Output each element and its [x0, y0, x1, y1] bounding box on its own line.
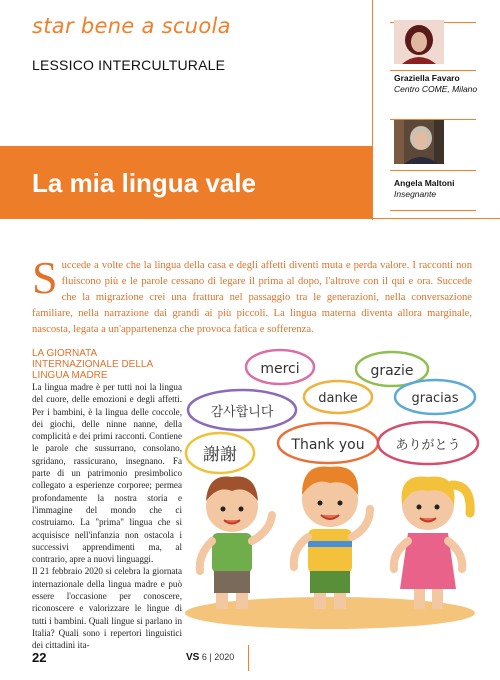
child-figure — [294, 467, 370, 609]
speech-bubble — [304, 381, 372, 413]
divider-vertical — [372, 0, 373, 220]
footer-issue — [186, 652, 234, 663]
drop-cap: S — [32, 252, 58, 303]
author-separator — [390, 70, 476, 71]
speech-bubble — [246, 350, 314, 384]
speech-bubble — [186, 433, 254, 473]
speech-bubble — [378, 422, 478, 464]
author-photo-favaro — [394, 20, 444, 64]
section-label: LESSICO INTERCULTURALE — [32, 57, 226, 73]
rubric-title: star bene a scuola — [32, 14, 231, 38]
bubble-text: merci — [260, 361, 300, 377]
speech-bubble — [395, 380, 475, 414]
bubble-text: ありがとう — [395, 438, 461, 453]
issue-number: 6 | 2020 — [201, 652, 235, 662]
article-paragraph: Il 21 febbraio 2020 si celebra la giornata internazionale della lingua madre e può essere l'occasione per conoscere, riconoscere e valorizzare le lingue di tutti i bambini. Quali lingue si parlano in Italia? Quali sono i repertori linguistici dei cittadini ita- — [32, 566, 182, 651]
author-name: Angela Maltoni — [394, 178, 455, 188]
footer-divider — [248, 645, 249, 671]
author-separator — [390, 210, 476, 211]
author-role: Insegnante — [394, 189, 437, 199]
bubble-text: gracias — [411, 391, 459, 406]
author-name: Graziella Favaro — [394, 73, 460, 83]
author-photo-maltoni — [394, 120, 444, 164]
article-body — [32, 381, 182, 652]
bubble-text: grazie — [370, 363, 414, 379]
speech-bubble — [188, 390, 296, 430]
bubble-text: Thank you — [291, 437, 365, 453]
divider-horizontal — [0, 218, 500, 219]
article-subhead: LA GIORNATA INTERNAZIONALE DELLA LINGUA MADRE — [32, 348, 153, 381]
child-figure — [200, 477, 272, 610]
magazine-logo: VS — [186, 652, 200, 663]
bubble-text: 감사합니다 — [210, 405, 274, 420]
page-number: 22 — [32, 650, 47, 665]
bubble-text: danke — [318, 391, 358, 406]
author-separator — [390, 170, 476, 171]
illustration-thank-you-bubbles — [180, 345, 480, 635]
author-role: Centro COME, Milano — [394, 84, 478, 94]
intro-text: uccede a volte che la lingua della casa e degli affetti diventi muta e perda valore. I racconti non fluiscono più e le parole cessano di legare il prima al dopo, l'altrove con il qui e ora. Succede che la migrazione crei una frattura nel passaggio tra le generazioni, nella conversazione familiare, nella narrazione dai grandi ai più piccoli. La lingua materna diventa allora marginale, nascosta, legata a un'appartenenza che provoca fatica e sofferenza. — [32, 260, 472, 335]
page-title: La mia lingua vale — [32, 168, 256, 198]
article-paragraph: La lingua madre è per tutti noi la lingua del cuore, delle emozioni e degli affetti. Per i bambini, è la lingua delle coccole, dei giochi, delle ninne nanne, della complicità e dei primi racconti. Contiene le parole che sussurrano, consolano, sgridano, rassicurano, insegnano. Fa parte di un patrimonio presimbolico collegato a esperienze corporee; permea profondamente la nostra storia e l'immagine del mondo che ci costruiamo. La "prima" lingua che si acquisisce nell'infanzia non ostacola i successivi apprendimenti ma, al contrario, apre a nuovi linguaggi. — [32, 382, 182, 565]
intro-paragraph — [32, 252, 472, 338]
child-figure — [394, 477, 470, 609]
bubble-text: 謝謝 — [203, 445, 237, 465]
speech-bubble — [278, 423, 378, 463]
